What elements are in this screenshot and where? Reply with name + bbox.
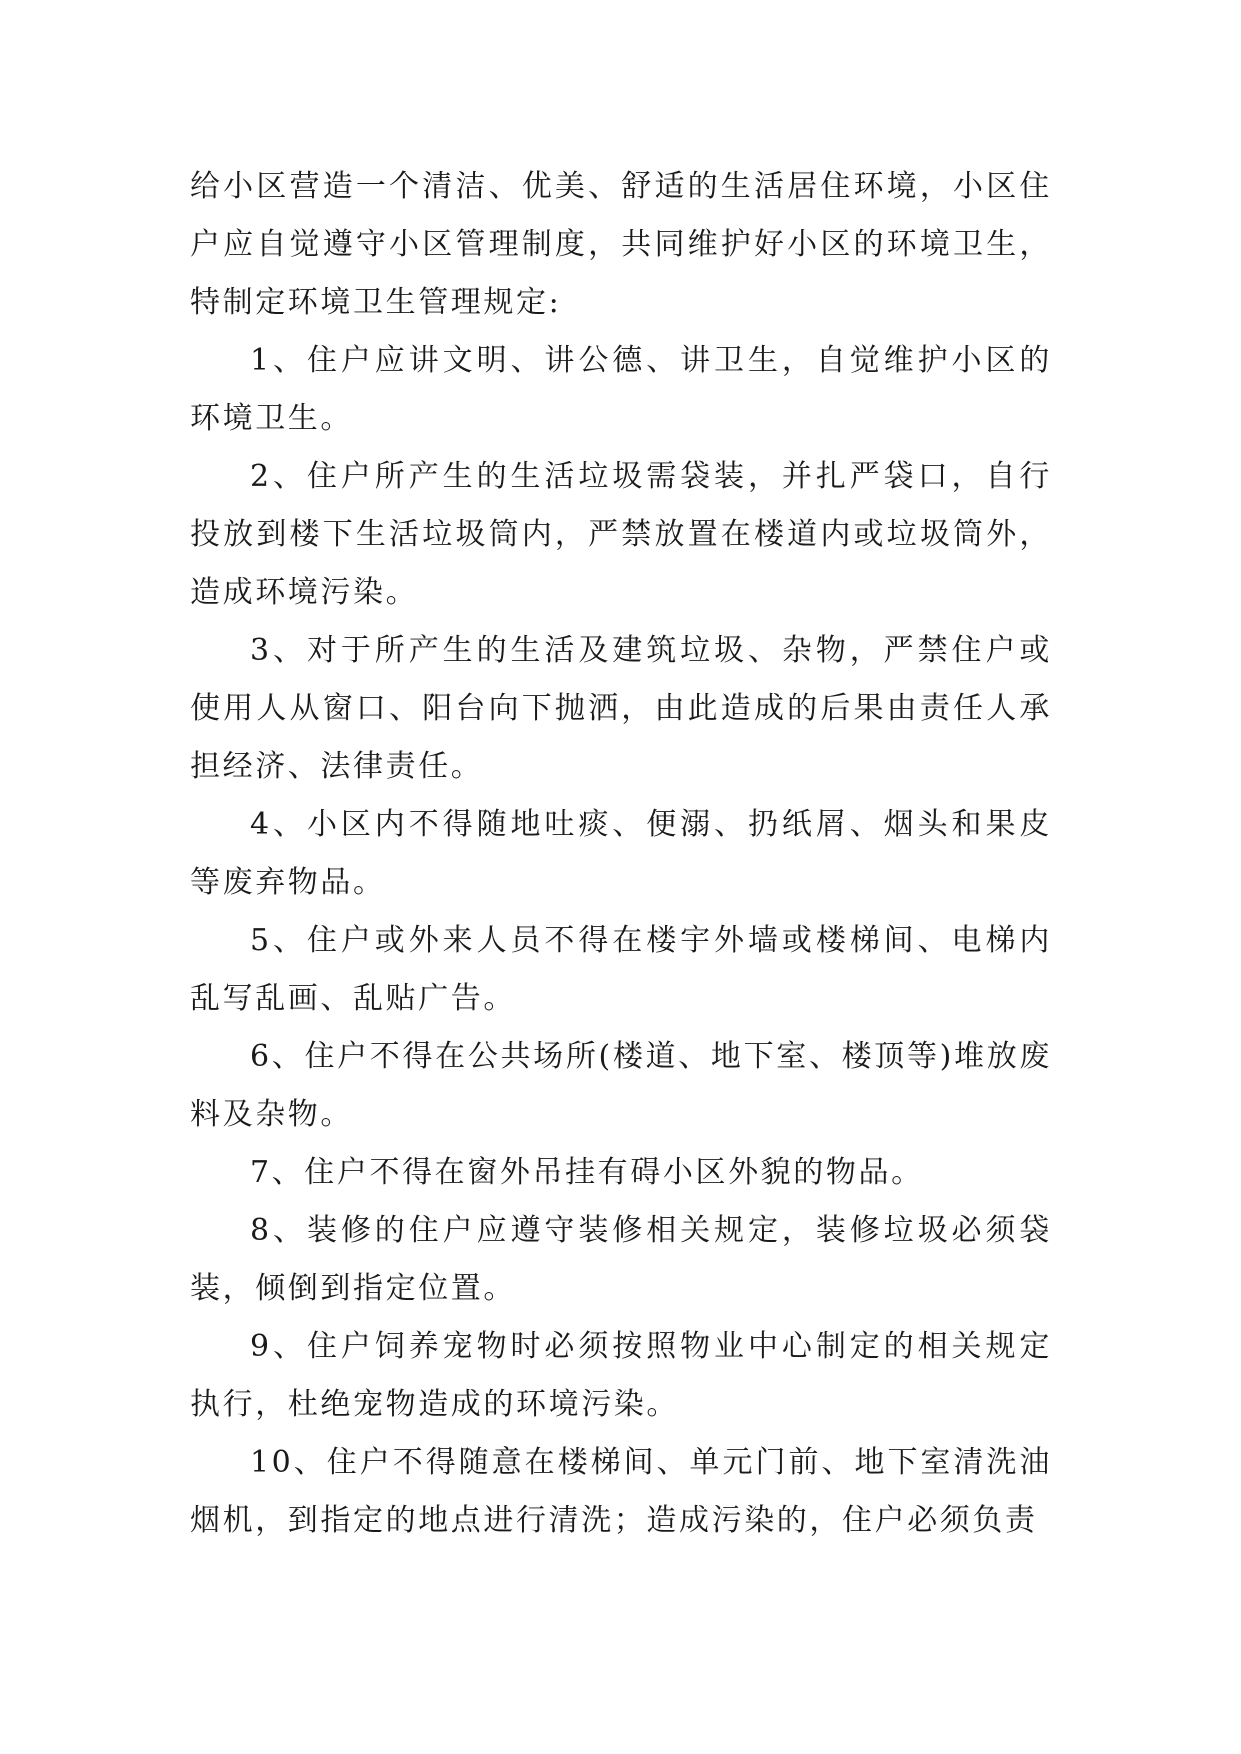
rule-item-6: 6、住户不得在公共场所(楼道、地下室、楼顶等)堆放废料及杂物。 [190,1039,1052,1132]
rule-item-4: 4、小区内不得随地吐痰、便溺、扔纸屑、烟头和果皮等废弃物品。 [190,807,1052,900]
rule-item-3: 3、对于所产生的生活及建筑垃圾、杂物，严禁住户或使用人从窗口、阳台向下抛洒，由此造成的后果由责任人承担经济、法律责任。 [190,633,1052,784]
rule-item-2: 2、住户所产生的生活垃圾需袋装，并扎严袋口，自行投放到楼下生活垃圾筒内，严禁放置在楼道内或垃圾筒外，造成环境污染。 [190,459,1052,610]
intro-paragraph: 给小区营造一个清洁、优美、舒适的生活居住环境，小区住户应自觉遵守小区管理制度，共同维护好小区的环境卫生，特制定环境卫生管理规定: [190,169,1052,320]
rule-item-8: 8、装修的住户应遵守装修相关规定，装修垃圾必须袋装，倾倒到指定位置。 [190,1213,1052,1306]
rule-item-9: 9、住户饲养宠物时必须按照物业中心制定的相关规定执行，杜绝宠物造成的环境污染。 [190,1329,1052,1422]
document-body [190,158,1052,1550]
rule-item-5: 5、住户或外来人员不得在楼宇外墙或楼梯间、电梯内乱写乱画、乱贴广告。 [190,923,1052,1016]
rule-item-10: 10、住户不得随意在楼梯间、单元门前、地下室清洗油烟机，到指定的地点进行清洗；造成污染的，住户必须负责 [190,1445,1052,1538]
rule-item-1: 1、住户应讲文明、讲公德、讲卫生，自觉维护小区的环境卫生。 [190,343,1052,436]
rule-item-7: 7、住户不得在窗外吊挂有碍小区外貌的物品。 [250,1155,924,1190]
